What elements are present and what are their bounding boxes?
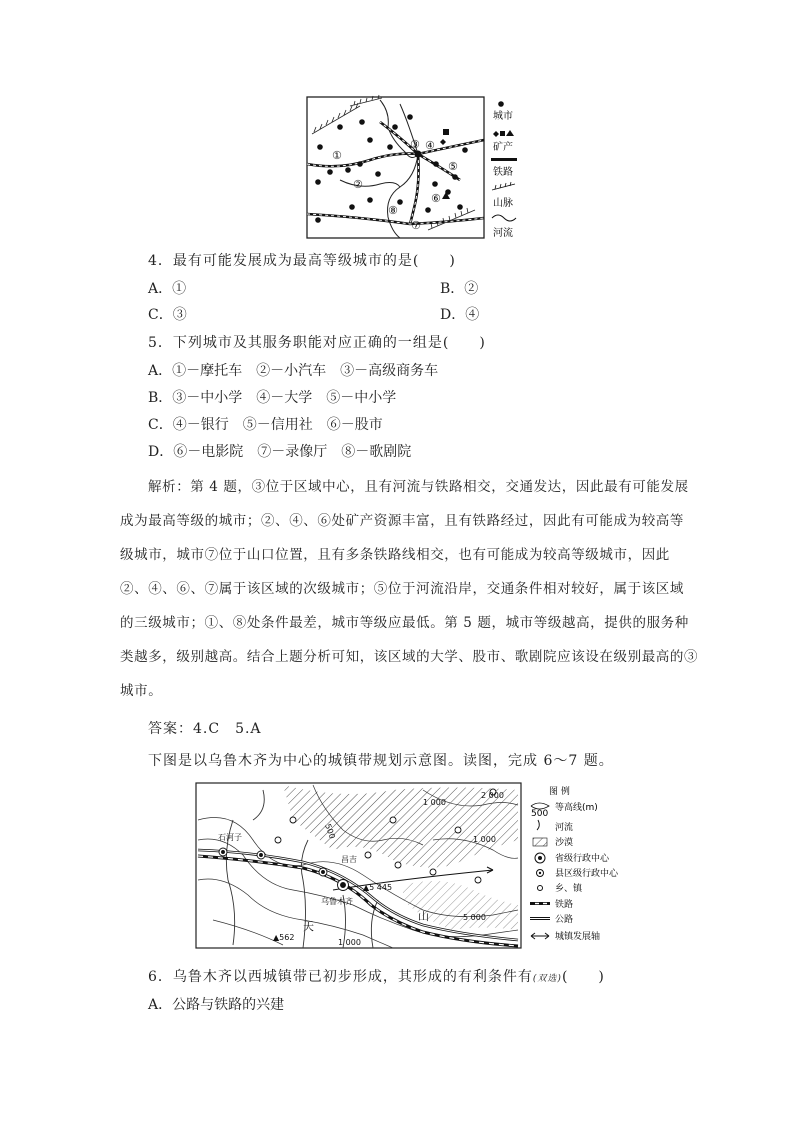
legend-title: 图 例: [549, 787, 570, 797]
peak-5445: ▲5 445: [363, 883, 393, 892]
label-7: ⑦: [411, 219, 421, 232]
q6-note: (双选): [532, 974, 562, 984]
intro-line: 下图是以乌鲁木齐为中心的城镇带规划示意图。读图，完成 6～7 题。: [148, 753, 614, 769]
map1-legend: [491, 101, 517, 239]
legend-desert: 沙漠: [555, 838, 574, 848]
q4-option-a[interactable]: A．①: [148, 281, 187, 297]
q4-option-d[interactable]: D．④: [440, 307, 480, 323]
legend-river2: 河流: [555, 823, 574, 833]
answer-line: 答案：4.C 5.A: [148, 721, 262, 737]
label-6: ⑥: [431, 192, 441, 205]
q6-stem-text: 6．乌鲁木齐以西城镇带已初步形成，其形成的有利条件有: [148, 969, 533, 985]
legend-mountain: 山脉: [493, 198, 513, 209]
legend-town: 乡、镇: [555, 884, 583, 894]
region-map-svg: [300, 92, 530, 242]
q5-option-b[interactable]: B．③－中小学 ④－大学 ⑤－中小学: [148, 390, 397, 406]
legend-river: 河流: [493, 228, 513, 239]
legend-mineral: 矿产: [493, 142, 513, 153]
urumqi-map-svg: [193, 780, 633, 952]
urumqi-map: [193, 780, 633, 952]
analysis-line-3: 级城市，城市⑦位于山口位置，且有多条铁路线相交，也有可能成为较高等级城市，因此: [120, 547, 670, 563]
label-5: ⑤: [448, 160, 458, 173]
label-shihezi: 石河子: [218, 833, 242, 842]
q4-stem: 4．最有可能发展成为最高等级城市的是( ): [148, 253, 456, 269]
contour-1000-a: 1 000: [423, 798, 446, 807]
label-2: ②: [353, 178, 363, 191]
label-shan: 山: [418, 910, 429, 923]
legend-contour: 等高线(m): [555, 803, 598, 813]
analysis-line-5: 的三级城市；①、⑧处条件最差，城市等级应最低。第 5 题，城市等级越高，提供的服务种: [120, 615, 689, 631]
label-3: ③: [410, 138, 420, 151]
legend-provincial: 省级行政中心: [555, 854, 610, 864]
q5-option-a[interactable]: A．①－摩托车 ②－小汽车 ③－高级商务车: [148, 363, 439, 379]
analysis-line-4: ②、④、⑥、⑦属于该区域的次级城市；⑤位于河流沿岸，交通条件相对较好，属于该区域: [120, 581, 684, 597]
label-urumqi: 乌鲁木齐: [321, 897, 353, 906]
label-changji: 昌吉: [341, 855, 357, 864]
analysis-line-1: 解析：第 4 题，③位于区域中心，且有河流与铁路相交，交通发达，因此最有可能发展: [148, 479, 689, 495]
q5-option-c[interactable]: C．④－银行 ⑤－信用社 ⑥－股市: [148, 417, 383, 433]
contour-2000: 2 000: [481, 791, 504, 800]
legend-railway: 铁路: [493, 167, 513, 178]
legend-county: 县区级行政中心: [555, 869, 619, 879]
label-1: ①: [332, 149, 342, 162]
region-map: [300, 92, 530, 242]
label-8: ⑧: [388, 204, 398, 217]
analysis-line-7: 城市。: [120, 683, 163, 699]
contour-1000-c: 1 000: [338, 938, 361, 947]
legend-railway2: 铁路: [555, 900, 574, 910]
label-tian: 天: [303, 920, 314, 933]
peak-562: ▲562: [273, 933, 295, 942]
analysis-line-6: 类越多，级别越高。结合上题分析可知，该区域的大学、股市、歌剧院应该设在级别最高的③: [120, 649, 699, 665]
q4-option-c[interactable]: C．③: [148, 307, 187, 323]
contour-500: 500: [323, 822, 337, 841]
q4-option-b[interactable]: B．②: [440, 281, 479, 297]
q6-stem: [148, 966, 605, 986]
map2-legend: [530, 785, 619, 942]
q5-stem: 5．下列城市及其服务职能对应正确的一组是( ): [148, 335, 486, 351]
contour-5000: 5 000: [463, 913, 486, 922]
legend-city: 城市: [493, 111, 513, 122]
q5-option-d[interactable]: D．⑥－电影院 ⑦－录像厅 ⑧－歌剧院: [148, 444, 412, 460]
legend-axis: 城镇发展轴: [555, 932, 601, 942]
analysis-line-2: 成为最高等级的城市；②、④、⑥处矿产资源丰富，且有铁路经过，因此有可能成为较高等: [120, 513, 684, 529]
q6-blank: ( ): [561, 969, 605, 985]
legend-highway: 公路: [555, 915, 574, 925]
contour-1000-b: 1 000: [473, 835, 496, 844]
q6-option-a[interactable]: A．公路与铁路的兴建: [148, 997, 285, 1013]
legend-contour-sample: 500: [531, 809, 549, 819]
label-4: ④: [425, 139, 435, 152]
